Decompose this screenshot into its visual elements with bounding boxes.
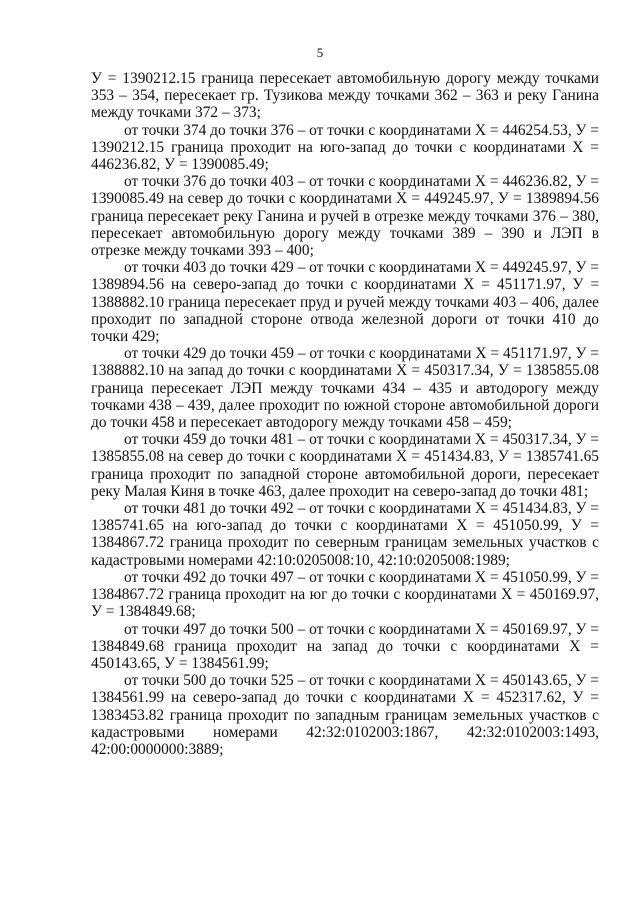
page-number: 5 — [316, 45, 324, 60]
paragraph-segment-500-525: от точки 500 до точки 525 – от точки с координатами Х = 450143.65, У = 1384561.99 на северо-запад до точки с координатами Х = 452317.62, У = 1383453.82 граница проходит по западным границам земельных участков с кадастровыми номерами 42:32:0102003:1867, 42:32:0102003:1493, 42:00:0000000:3889; — [91, 672, 599, 758]
paragraph-segment-481-492: от точки 481 до точки 492 – от точки с координатами Х = 451434.83, У = 1385741.65 на юго-запад до точки с координатами Х = 451050.99, У = 1384867.72 граница проходит по северным границам земельных участков с кадастровыми номерами 42:10:0205008:10, 42:10:0205008:1989; — [91, 500, 599, 569]
paragraph-segment-492-497: от точки 492 до точки 497 – от точки с координатами Х = 451050.99, У = 1384867.72 граница проходит на юг до точки с координатами Х = 450169.97, У = 1384849.68; — [91, 568, 599, 621]
paragraph-segment-374-376: от точки 374 до точки 376 – от точки с координатами Х = 446254.53, У = 1390212.15 граница проходит на юго-запад до точки с координатами Х = 446236.82, У = 1390085.49; — [91, 121, 599, 174]
paragraph-segment-403-429: от точки 403 до точки 429 – от точки с координатами Х = 449245.97, У = 1389894.56 на северо-запад до точки с координатами Х = 451171.97, У = 1388882.10 граница пересекает пруд и ручей между точками 403 – 406, далее проходит по западной стороне отвода железной дороги от точки 410 до точки 429; — [91, 259, 599, 346]
paragraph-segment-459-481: от точки 459 до точки 481 – от точки с координатами Х = 450317.34, У = 1385855.08 на север до точки с координатами Х = 451434.83, У = 1385741.65 граница проходит по западной стороне автомобильной дороги, пересекает реку Малая Киня в точке 463, далее проходит на северо-запад до точки 481; — [91, 431, 599, 500]
paragraph-continuation: У = 1390212.15 граница пересекает автомобильную дорогу между точками 353 – 354, пересекает гр. Тузикова между точками 362 – 363 и реку Ганина между точками 372 – 373; — [91, 70, 599, 122]
paragraph-segment-429-459: от точки 429 до точки 459 – от точки с координатами Х = 451171.97, У = 1388882.10 на запад до точки с координатами Х = 450317.34, У = 1385855.08 граница пересекает ЛЭП между точками 434 – 435 и автодорогу между точками 438 – 439, далее проходит по южной стороне автомобильной дороги до точки 458 и пересекает автодорогу между точками 458 – 459; — [91, 345, 599, 432]
document-body — [91, 70, 599, 758]
paragraph-segment-376-403: от точки 376 до точки 403 – от точки с координатами Х = 446236.82, У = 1390085.49 на север до точки с координатами Х = 449245.97, У = 1389894.56 граница пересекает реку Ганина и ручей в отрезке между точками 376 – 380, пересекает автомобильную дорогу между точками 389 – 390 и ЛЭП в отрезке между точками 393 – 400; — [91, 173, 599, 260]
paragraph-segment-497-500: от точки 497 до точки 500 – от точки с координатами Х = 450169.97, У = 1384849.68 граница проходит на запад до точки с координатами Х = 450143.65, У = 1384561.99; — [91, 620, 599, 672]
